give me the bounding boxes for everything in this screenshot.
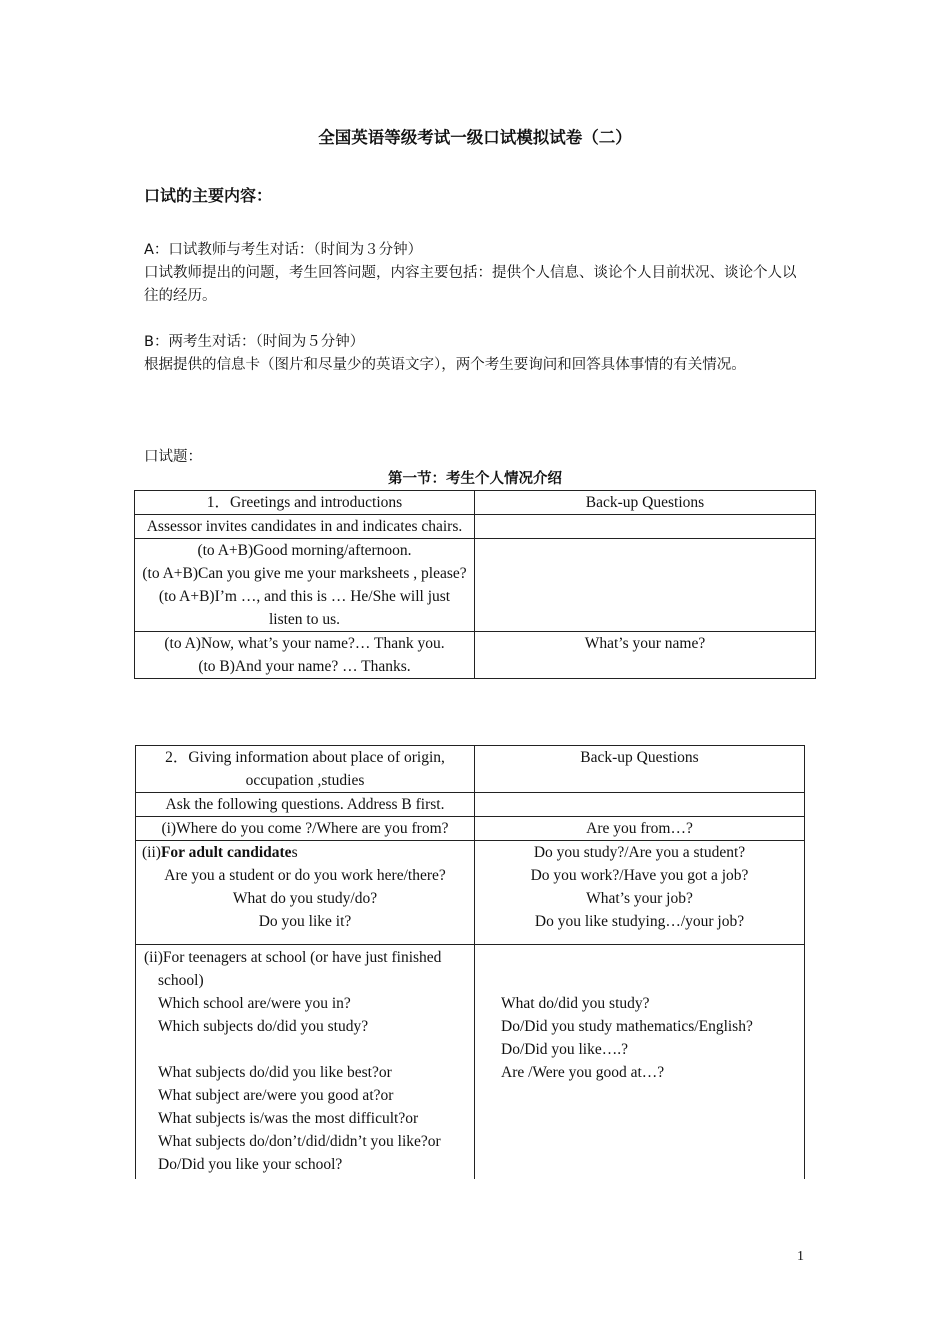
greetings-table bbox=[134, 490, 816, 679]
table-cell: (i)Where do you come ?/Where are you from? bbox=[136, 817, 475, 841]
table-header-cell: 1．Greetings and introductions bbox=[135, 491, 475, 515]
table-cell bbox=[475, 945, 805, 1180]
cell-line: What’s your job? bbox=[586, 890, 693, 907]
cell-line: (to A)Now, what’s your name?… Thank you. bbox=[164, 635, 445, 652]
table-cell bbox=[135, 539, 475, 632]
table-cell bbox=[475, 841, 805, 945]
table-cell bbox=[475, 632, 816, 679]
cell-line: What do/did you study? bbox=[501, 995, 650, 1012]
prefix: (ii) bbox=[142, 844, 161, 861]
section1-title: 第一节：考生个人情况介绍 bbox=[388, 471, 562, 487]
table-header-cell: 2．Giving information about place of origin, occupation ,studies bbox=[136, 746, 475, 793]
part-a-text: 口试教师提出的问题，考生回答问题，内容主要包括：提供个人信息、谈论个人目前状况、谈论个人以往的经历。 bbox=[144, 265, 797, 304]
cell-line: (to A+B)Good morning/afternoon. bbox=[197, 542, 412, 559]
table-row bbox=[136, 945, 805, 1180]
exam-label: 口试题： bbox=[144, 449, 202, 465]
table-row bbox=[136, 841, 805, 945]
part-b-label: B：两考生对话：（时间为５分钟） bbox=[144, 334, 365, 350]
cell-line: school) bbox=[158, 972, 204, 989]
cell-line: (to A+B)I’m …, and this is … He/She will just listen to us. bbox=[158, 588, 451, 628]
cell-line: Do/Did you like….? bbox=[501, 1041, 628, 1058]
cell-line: Do you like it? bbox=[258, 913, 352, 930]
cell-line: What subject are/were you good at?or bbox=[158, 1087, 394, 1104]
cell-line: Assessor invites candidates in and indicates chairs. bbox=[146, 518, 463, 535]
table-row bbox=[136, 817, 805, 841]
cell-line bbox=[158, 1038, 468, 1061]
document-title: 全国英语等级考试一级口试模拟试卷（二） bbox=[318, 128, 632, 147]
intro-heading: 口试的主要内容： bbox=[144, 186, 273, 205]
cell-line: What’s your name? bbox=[584, 635, 706, 652]
table-cell bbox=[475, 793, 805, 817]
cell-line: What subjects is/was the most difficult?or bbox=[158, 1110, 419, 1127]
cell-line: Are you a student or do you work here/there? bbox=[164, 867, 446, 884]
cell-line: Do you work?/Have you got a job? bbox=[530, 867, 749, 884]
cell-line: Do/Did you study mathematics/English? bbox=[501, 1018, 753, 1035]
table-cell bbox=[136, 945, 475, 1180]
table-cell: Ask the following questions. Address B first. bbox=[136, 793, 475, 817]
cell-line: Which subjects do/did you study? bbox=[158, 1018, 369, 1035]
cell-line: What do you study/do? bbox=[232, 890, 378, 907]
part-b-text: 根据提供的信息卡（图片和尽量少的英语文字），两个考生要询问和回答具体事情的有关情况。 bbox=[144, 357, 746, 373]
bold-label: For adult candidate bbox=[160, 844, 292, 861]
adult-candidates-heading bbox=[142, 841, 468, 864]
table-row bbox=[135, 491, 816, 515]
table-row bbox=[135, 632, 816, 679]
table-header-cell: Back-up Questions bbox=[475, 491, 816, 515]
origin-table bbox=[135, 745, 805, 1179]
table-header-cell: Back-up Questions bbox=[475, 746, 805, 793]
cell-line: (ii)For teenagers at school (or have just finished bbox=[144, 949, 442, 966]
table-cell bbox=[475, 539, 816, 632]
cell-line: Do you study?/Are you a student? bbox=[533, 844, 746, 861]
part-a-label: A：口试教师与考生对话：（时间为３分钟） bbox=[144, 242, 423, 258]
cell-line: What subjects do/did you like best?or bbox=[158, 1064, 392, 1081]
table-row bbox=[135, 539, 816, 632]
cell-line: Are /Were you good at…? bbox=[501, 1064, 665, 1081]
table-row bbox=[136, 793, 805, 817]
table-row bbox=[136, 746, 805, 793]
table-row bbox=[135, 515, 816, 539]
cell-line: Do/Did you like your school? bbox=[158, 1156, 343, 1173]
suffix: s bbox=[291, 844, 298, 861]
cell-line: Which school are/were you in? bbox=[158, 995, 351, 1012]
table-cell bbox=[135, 632, 475, 679]
cell-line: Do you like studying…/your job? bbox=[534, 913, 745, 930]
page-number: 1 bbox=[797, 1249, 804, 1264]
cell-line: What subjects do/don’t/did/didn’t you like?or bbox=[158, 1133, 441, 1150]
table-cell bbox=[136, 841, 475, 945]
table-cell bbox=[475, 515, 816, 539]
table-cell: Are you from…? bbox=[475, 817, 805, 841]
cell-line: (to B)And your name? … Thanks. bbox=[198, 658, 411, 675]
cell-line: (to A+B)Can you give me your marksheets , please? bbox=[142, 565, 467, 582]
table-cell bbox=[135, 515, 475, 539]
